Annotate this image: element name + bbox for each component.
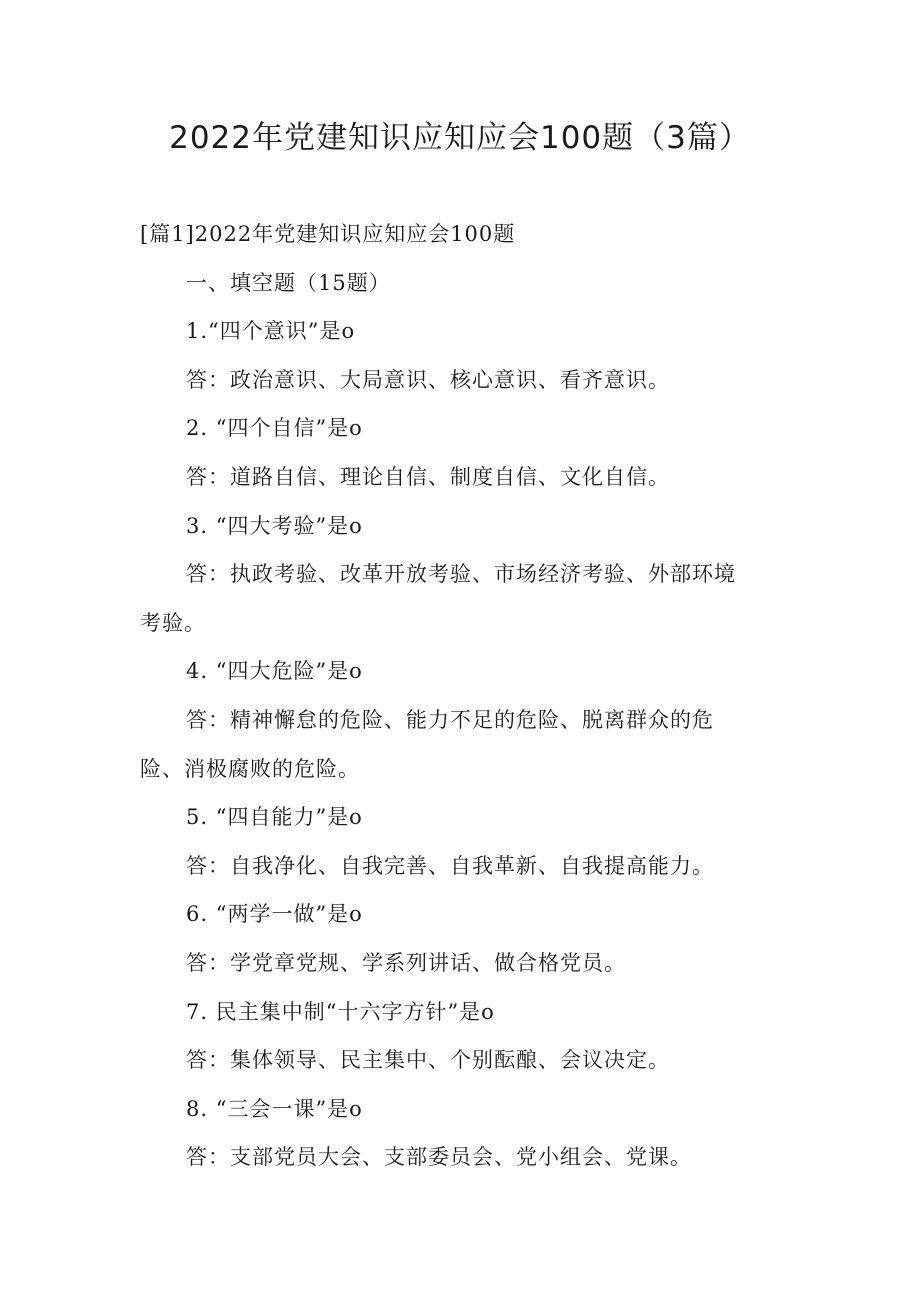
text-line: 险、消极腐败的危险。 bbox=[140, 756, 360, 781]
text-line: 1.“四个意识”是o bbox=[186, 319, 356, 344]
text-line: 4. “四大危险”是o bbox=[186, 659, 363, 684]
text-line: 考验。 bbox=[140, 610, 206, 635]
text-line: 答：支部党员大会、支部委员会、党小组会、党课。 bbox=[186, 1145, 692, 1170]
text-line: 答：道路自信、理论自信、制度自信、文化自信。 bbox=[186, 464, 670, 489]
text-line: 3. “四大考验”是o bbox=[186, 513, 363, 538]
text-line: 一、填空题（15题） bbox=[186, 270, 391, 295]
text-line: 7. 民主集中制“十六字方针”是o bbox=[186, 999, 495, 1024]
text-line: 答：自我净化、自我完善、自我革新、自我提高能力。 bbox=[186, 853, 714, 878]
text-line: 2. “四个自信”是o bbox=[186, 416, 363, 441]
text-line: 8. “三会一课”是o bbox=[186, 1096, 363, 1121]
text-line: [篇1]2022年党建知识应知应会100题 bbox=[140, 222, 516, 246]
text-line: 答：精神懈怠的危险、能力不足的危险、脱离群众的危 bbox=[186, 707, 714, 732]
text-line: 6. “两学一做”是o bbox=[186, 902, 363, 927]
text-line: 答：政治意识、大局意识、核心意识、看齐意识。 bbox=[186, 367, 670, 392]
text-line: 答：执政考验、改革开放考验、市场经济考验、外部环境 bbox=[186, 562, 736, 587]
text-line: 答：学党章党规、学系列讲话、做合格党员。 bbox=[186, 950, 626, 975]
document-body bbox=[140, 210, 780, 1182]
text-line: 5. “四自能力”是o bbox=[186, 805, 363, 830]
text-line: 答：集体领导、民主集中、个别酝酿、会议决定。 bbox=[186, 1048, 670, 1073]
document-title: 2022年党建知识应知应会100题（3篇） bbox=[169, 120, 751, 156]
